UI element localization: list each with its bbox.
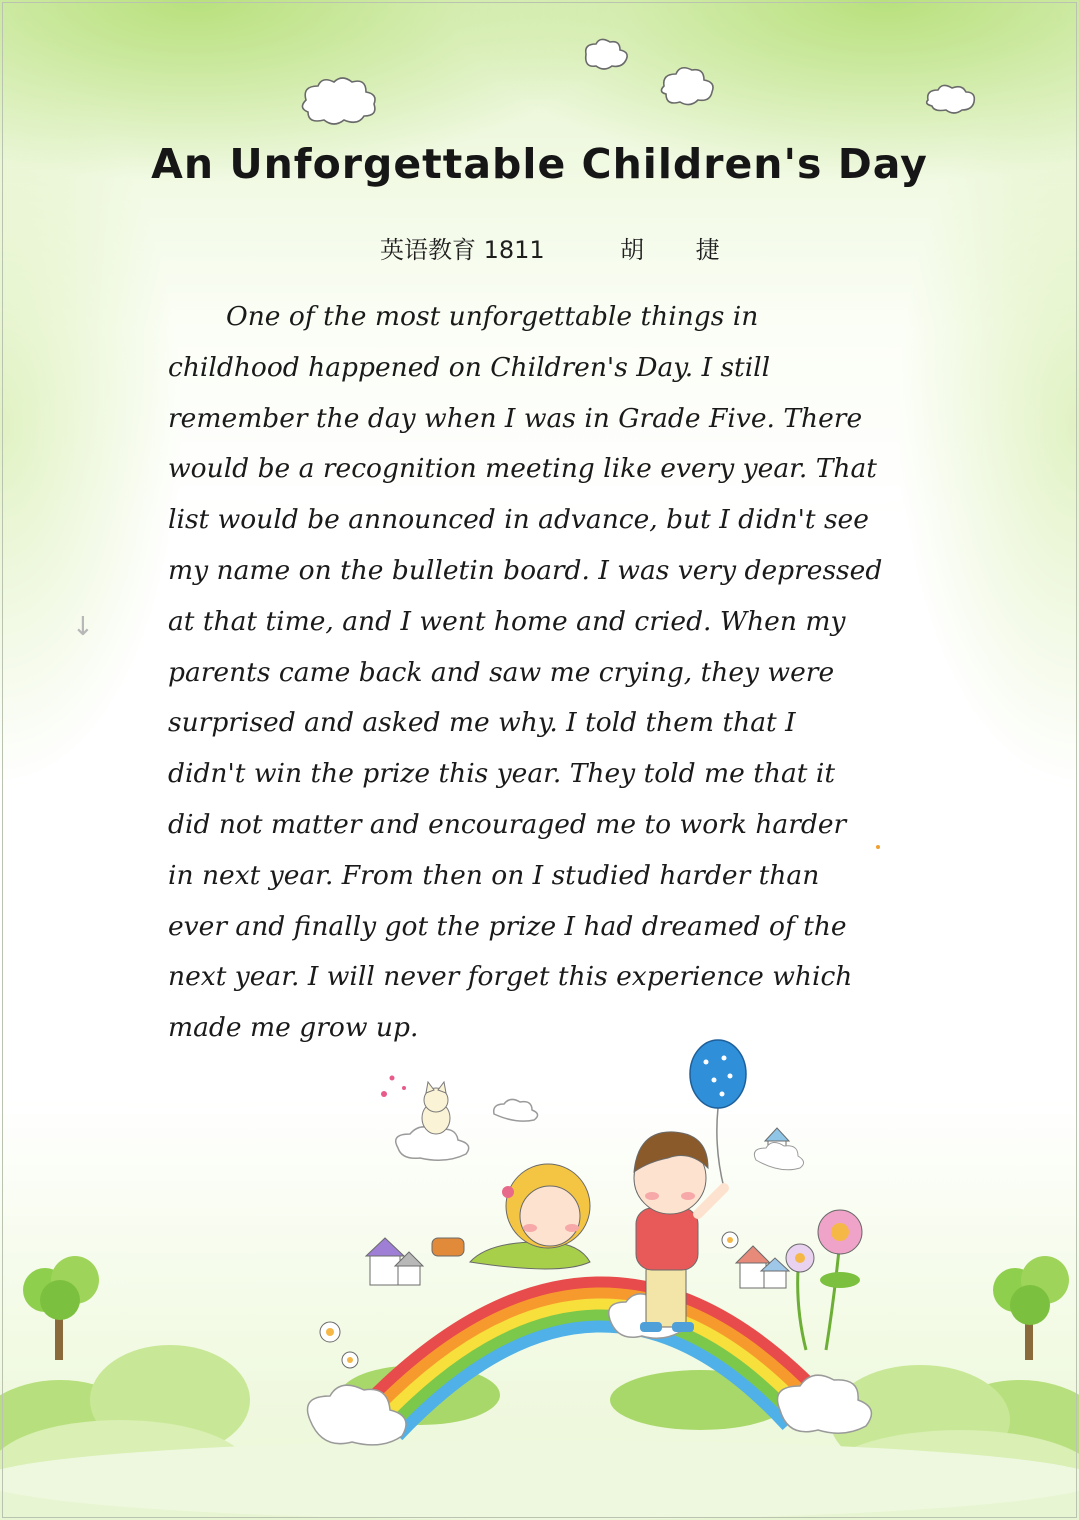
author-class: 英语教育 1811 bbox=[380, 236, 545, 264]
essay-line: in next year. From then on I studied harder than bbox=[168, 859, 820, 891]
essay-line: surprised and asked me why. I told them that I bbox=[168, 707, 796, 739]
cloud-icon bbox=[661, 68, 713, 105]
cloud-icon bbox=[494, 1099, 538, 1121]
essay-line: my name on the bulletin board. I was very depressed bbox=[168, 554, 883, 586]
essay-line: ever and finally got the prize I had dreamed of the bbox=[168, 910, 847, 942]
girl-figure bbox=[432, 1164, 590, 1269]
essay-line: parents came back and saw me crying, they were bbox=[168, 656, 835, 688]
tree-icon bbox=[23, 1256, 99, 1360]
essay-line: at that time, and I went home and cried. When my bbox=[168, 605, 846, 637]
house-icon bbox=[366, 1238, 423, 1285]
bottom-illustration bbox=[0, 1030, 1079, 1520]
essay-line: would be a recognition meeting like every year. That bbox=[168, 453, 877, 485]
house-icon bbox=[754, 1128, 803, 1170]
essay-line: list would be announced in advance, but I didn't see bbox=[168, 504, 869, 536]
page-title: An Unforgettable Children's Day bbox=[151, 140, 928, 188]
cat-icon bbox=[396, 1082, 469, 1160]
author-line bbox=[380, 230, 742, 265]
essay-line: made me grow up. bbox=[168, 1012, 419, 1044]
heart-icon bbox=[381, 1076, 406, 1098]
boy-figure bbox=[634, 1132, 724, 1332]
essay-line: next year. I will never forget this experience which bbox=[168, 961, 853, 993]
essay-line: remember the day when I was in Grade Five. There bbox=[168, 402, 863, 434]
flower-icon bbox=[786, 1210, 862, 1350]
essay-body bbox=[168, 292, 928, 1054]
bushes bbox=[0, 1345, 1079, 1520]
tree-icon bbox=[993, 1256, 1069, 1360]
cloud-icon bbox=[586, 39, 627, 69]
essay-line: One of the most unforgettable things in bbox=[226, 301, 759, 332]
essay-line: did not matter and encouraged me to work harder bbox=[168, 808, 847, 840]
down-arrow-icon: ↓ bbox=[72, 612, 94, 642]
cloud-icon bbox=[302, 78, 375, 124]
house-icon bbox=[736, 1246, 789, 1288]
author-name: 胡 捷 bbox=[620, 236, 742, 264]
essay-line: childhood happened on Children's Day. I still bbox=[168, 351, 771, 383]
cloud-icon bbox=[927, 85, 975, 113]
essay-line: didn't win the prize this year. They told me that it bbox=[168, 758, 835, 790]
